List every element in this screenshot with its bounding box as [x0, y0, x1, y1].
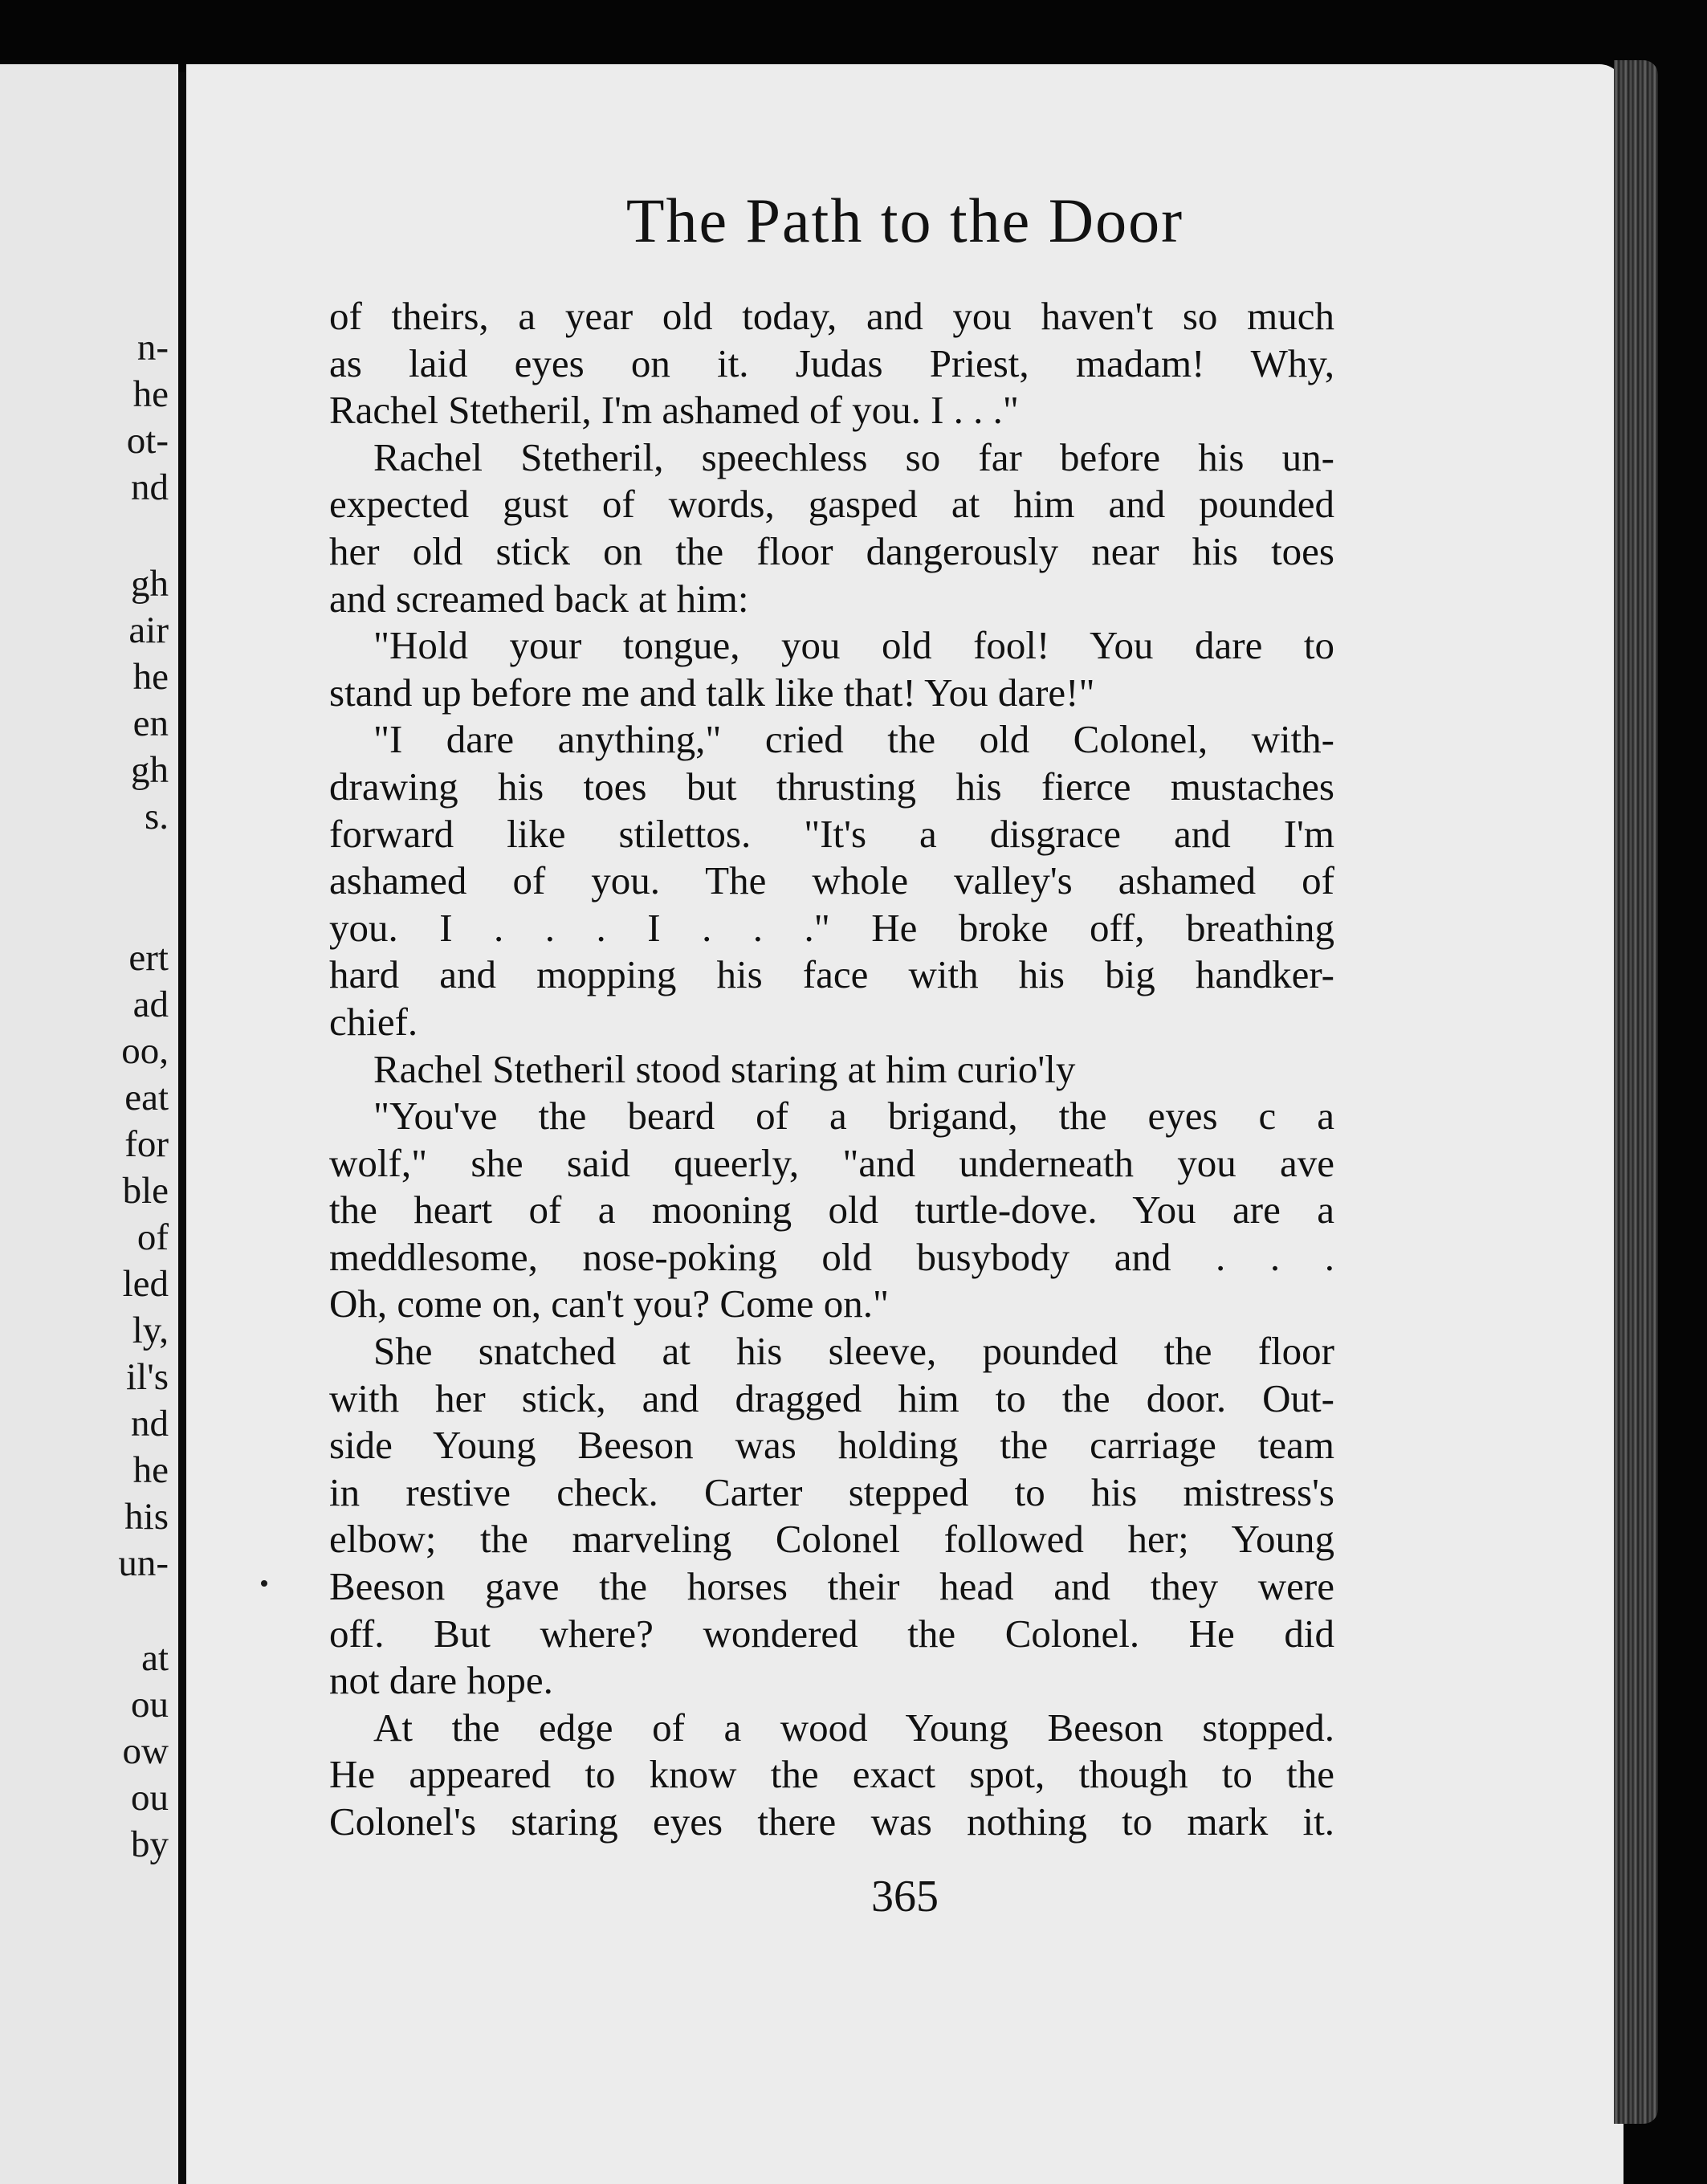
left-page-text-fragments	[0, 64, 178, 2184]
left-fragment: by	[131, 1823, 169, 1865]
text-line: meddlesome, nose-poking old busybody and . . .	[329, 1234, 1334, 1279]
left-fragment: gh	[131, 749, 169, 791]
left-fragment: ou	[131, 1777, 169, 1819]
left-fragment: s.	[144, 796, 169, 837]
left-fragment: at	[141, 1637, 169, 1679]
left-fragment: nd	[131, 467, 169, 508]
text-line: Beeson gave the horses their head and they were	[329, 1564, 1334, 1609]
text-line: expected gust of words, gasped at him and pounded	[329, 482, 1334, 527]
left-fragment: for	[124, 1123, 169, 1165]
left-page	[0, 64, 178, 2184]
text-line: Rachel Stetheril, I'm ashamed of you. I . . ."	[329, 388, 1019, 433]
text-line: ashamed of you. The whole valley's ashamed of	[329, 858, 1334, 903]
text-line: Oh, come on, can't you? Come on."	[329, 1281, 889, 1326]
print-speck	[261, 1580, 267, 1587]
text-line: in restive check. Carter stepped to his mistress's	[329, 1469, 1334, 1514]
left-fragment: ly,	[132, 1310, 169, 1351]
text-line: side Young Beeson was holding the carriage team	[329, 1423, 1334, 1468]
text-line: Rachel Stetheril stood staring at him curio'ly	[373, 1046, 1076, 1091]
text-line: as laid eyes on it. Judas Priest, madam! Why,	[329, 340, 1334, 385]
body-text	[329, 293, 1334, 1846]
text-line: off. But where? wondered the Colonel. He did	[329, 1611, 1334, 1656]
left-fragment: nd	[131, 1403, 169, 1444]
text-line: Colonel's staring eyes there was nothing to mark it.	[329, 1799, 1334, 1844]
left-fragment: his	[124, 1496, 169, 1538]
left-fragment: eat	[124, 1077, 169, 1118]
text-line: her old stick on the floor dangerously near his toes	[329, 528, 1334, 573]
left-fragment: en	[132, 703, 169, 744]
text-line: "I dare anything," cried the old Colonel, with-	[373, 717, 1334, 762]
text-line: He appeared to know the exact spot, though to the	[329, 1752, 1334, 1797]
text-line: chief.	[329, 999, 418, 1044]
left-fragment: ert	[128, 937, 169, 979]
text-line: Rachel Stetheril, speechless so far before his un-	[373, 434, 1334, 479]
page-number: 365	[871, 1872, 939, 1921]
left-fragment: led	[122, 1263, 169, 1305]
book-gutter	[178, 72, 186, 2184]
text-line: forward like stilettos. "It's a disgrace and I'm	[329, 811, 1334, 856]
running-head: The Path to the Door	[625, 185, 1184, 255]
text-line: "Hold your tongue, you old fool! You dare to	[373, 623, 1334, 668]
page-edges	[1614, 60, 1658, 2124]
text-line: hard and mopping his face with his big handker-	[329, 952, 1334, 997]
text-line: stand up before me and talk like that! You dare!"	[329, 670, 1095, 715]
left-fragment: ow	[122, 1730, 169, 1772]
left-fragment: un-	[118, 1542, 169, 1584]
text-line: She snatched at his sleeve, pounded the floor	[373, 1329, 1334, 1374]
left-fragment: of	[136, 1216, 169, 1258]
left-fragment: oo,	[121, 1030, 169, 1072]
text-line: you. I . . . I . . ." He broke off, breathing	[329, 905, 1334, 950]
text-line: and screamed back at him:	[329, 576, 749, 621]
text-line: At the edge of a wood Young Beeson stopped.	[373, 1705, 1334, 1750]
left-fragment: he	[132, 656, 169, 698]
text-line: wolf," she said queerly, "and underneath you ave	[329, 1140, 1334, 1185]
left-fragment: il's	[126, 1356, 169, 1398]
text-line: of theirs, a year old today, and you haven't so much	[329, 294, 1334, 338]
left-fragment: ble	[122, 1170, 169, 1212]
text-line: drawing his toes but thrusting his fierce mustaches	[329, 764, 1334, 809]
left-fragment: n-	[136, 327, 169, 369]
left-fragment: gh	[131, 563, 169, 605]
left-fragment: he	[132, 373, 169, 415]
text-line: elbow; the marveling Colonel followed her; Young	[329, 1517, 1334, 1562]
left-fragment: ot-	[126, 420, 169, 462]
text-line: the heart of a mooning old turtle-dove. You are a	[329, 1188, 1334, 1233]
text-line: "You've the beard of a brigand, the eyes c a	[373, 1094, 1334, 1139]
left-fragment: ou	[131, 1684, 169, 1726]
text-line: with her stick, and dragged him to the door. Out-	[329, 1375, 1334, 1420]
left-fragment: he	[132, 1449, 169, 1491]
left-fragment: air	[128, 609, 169, 651]
text-line: not dare hope.	[329, 1658, 553, 1703]
left-fragment: ad	[132, 984, 169, 1025]
